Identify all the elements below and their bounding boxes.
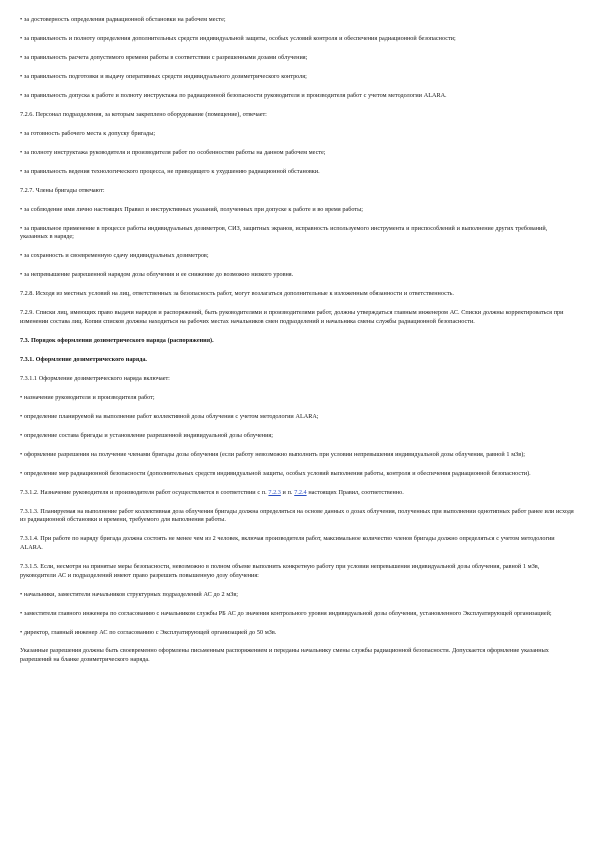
document-body [20,0,575,665]
paragraph: • назначение руководителя и производителя работ; [20,393,155,401]
paragraph: • за правильность допуска к работе и полноту инструктажа по радиационной безопасности руководителя и производителя работ с учетом методологии ALARA. [20,91,447,99]
section-reference-link[interactable]: 7.2.3 [268,488,281,496]
paragraph-text: и п. [280,488,295,496]
paragraph: Указанные разрешения должны быть своевременно оформлены письменным распоряжением и переданы начальнику смены службы радиационной безопасности. Допускается оформление указанных разрешений на бланке дозиметрического наряда. [20,647,549,664]
paragraph: 7.3.1.3. Планируемая на выполнение работ коллективная доза облучения бригады должна определяться на основе данных о дозах облучения, полученных при выполнении однотипных работ ранее или исходя из радиационной обстановки и времени, требуемого для выполнения работы. [20,507,574,524]
paragraph: • за непревышение разрешенной нарядом дозы облучения и ее снижение до возможно низкого уровня. [20,271,294,279]
paragraph: 7.2.8. Исходя из местных условий на лиц, ответственных за безопасность работ, могут возлагаться дополнительные к изложенным обязанности и ответственность. [20,290,454,298]
paragraph: • за полноту инструктажа руководителя и производителя работ по особенностям работы на данном рабочем месте; [20,148,326,156]
paragraph: • за правильность и полноту определения дополнительных средств индивидуальной защиты, особых условий контроля и обеспечения радиационной безопасности; [20,34,456,42]
paragraph: • оформление разрешения на получение членами бригады дозы облучения (если работу невозможно выполнить при условии непревышения индивидуальной дозы облучения, равной 1 мЗв); [20,450,525,458]
section-heading: 7.3.1. Оформление дозиметрического наряда. [20,355,147,363]
section-heading: 7.3. Порядок оформления дозиметрического наряда (распоряжения). [20,336,214,344]
paragraph: 7.3.1.4. При работе по наряду бригада должна состоять не менее чем из 2 человек, включая производителя работ, максимальное количество членов бригады должно определяться с учетом методологии ALARA. [20,535,555,551]
paragraph: • за правильность подготовки и выдачу оперативных средств индивидуального дозиметрического контроля; [20,72,307,80]
paragraph: 7.2.9. Списки лиц, имеющих право выдачи нарядов и распоряжений, быть руководителями и производителями работ, должны утверждаться главным инженером АС. Списки должны корректироваться при изменении состава лиц. Копии списков должны находиться на рабочих местах начальников смен подразделений и начальника смены службы радиационной безопасности. [20,309,564,325]
paragraph: • определение планируемой на выполнение работ коллективной дозы облучения с учетом методологии ALARA; [20,412,319,420]
paragraph: • определение состава бригады и установление разрешенной индивидуальной дозы облучения; [20,431,273,439]
paragraph-text: 7.3.1.2. Назначение руководителя и производителя работ осуществляется в соответствии с п. [20,488,269,496]
paragraph: • директор, главный инженер АС по согласованию с Эксплуатирующей организацией до 50 мЗв. [20,628,277,636]
paragraph: • за правильность ведения технологического процесса, не приводящего к ухудшению радиационной обстановки. [20,167,320,175]
paragraph: • определение мер радиационной безопасности (дополнительных средств индивидуальной защиты, особых условий выполнения работы, контроля и обеспечения радиационной безопасности). [20,469,531,477]
paragraph: • за соблюдение ими лично настоящих Правил и инструктивных указаний, полученных при допуске к работе и во время работы; [20,205,363,213]
paragraph-text: настоящих Правил, соответственно. [306,488,404,496]
paragraph: • за сохранность и своевременную сдачу индивидуальных дозиметров; [20,252,209,260]
paragraph: 7.3.1.5. Если, несмотря на принятые меры безопасности, невозможно в полном объеме выполнить конкретную работу при условии непревышения индивидуальной дозы облучения, равной 1 мЗв, руководители АС и подразделений имеют право разрешить повышенную дозу облучения: [20,562,540,579]
paragraph: 7.2.7. Члены бригады отвечают: [20,186,105,194]
paragraph: • начальники, заместители начальников структурных подразделений АС до 2 мЗв; [20,590,239,598]
section-reference-link[interactable]: 7.2.4 [294,488,307,496]
paragraph: • за достоверность определения радиационной обстановки на рабочем месте; [20,16,226,23]
paragraph: 7.2.6. Персонал подразделения, за которым закреплено оборудование (помещение), отвечает: [20,110,267,118]
paragraph [20,489,575,498]
paragraph: • за готовность рабочего места к допуску бригады; [20,129,156,137]
paragraph: • заместители главного инженера по согласованию с начальником службы РБ АС до значения контрольного уровня индивидуальной дозы облучения, установленного Эксплуатирующей организацией; [20,609,552,617]
paragraph: 7.3.1.1 Оформление дозиметрического наряда включает: [20,374,170,382]
paragraph: • за правильность расчета допустимого времени работы в соответствии с разрешенными дозами облучения; [20,53,308,61]
paragraph: • за правильное применение в процессе работы индивидуальных дозиметров, СИЗ, защитных экранов, исправность используемого инструмента и приспособлений и выполнение других требований, указанных в наряде; [20,224,548,241]
